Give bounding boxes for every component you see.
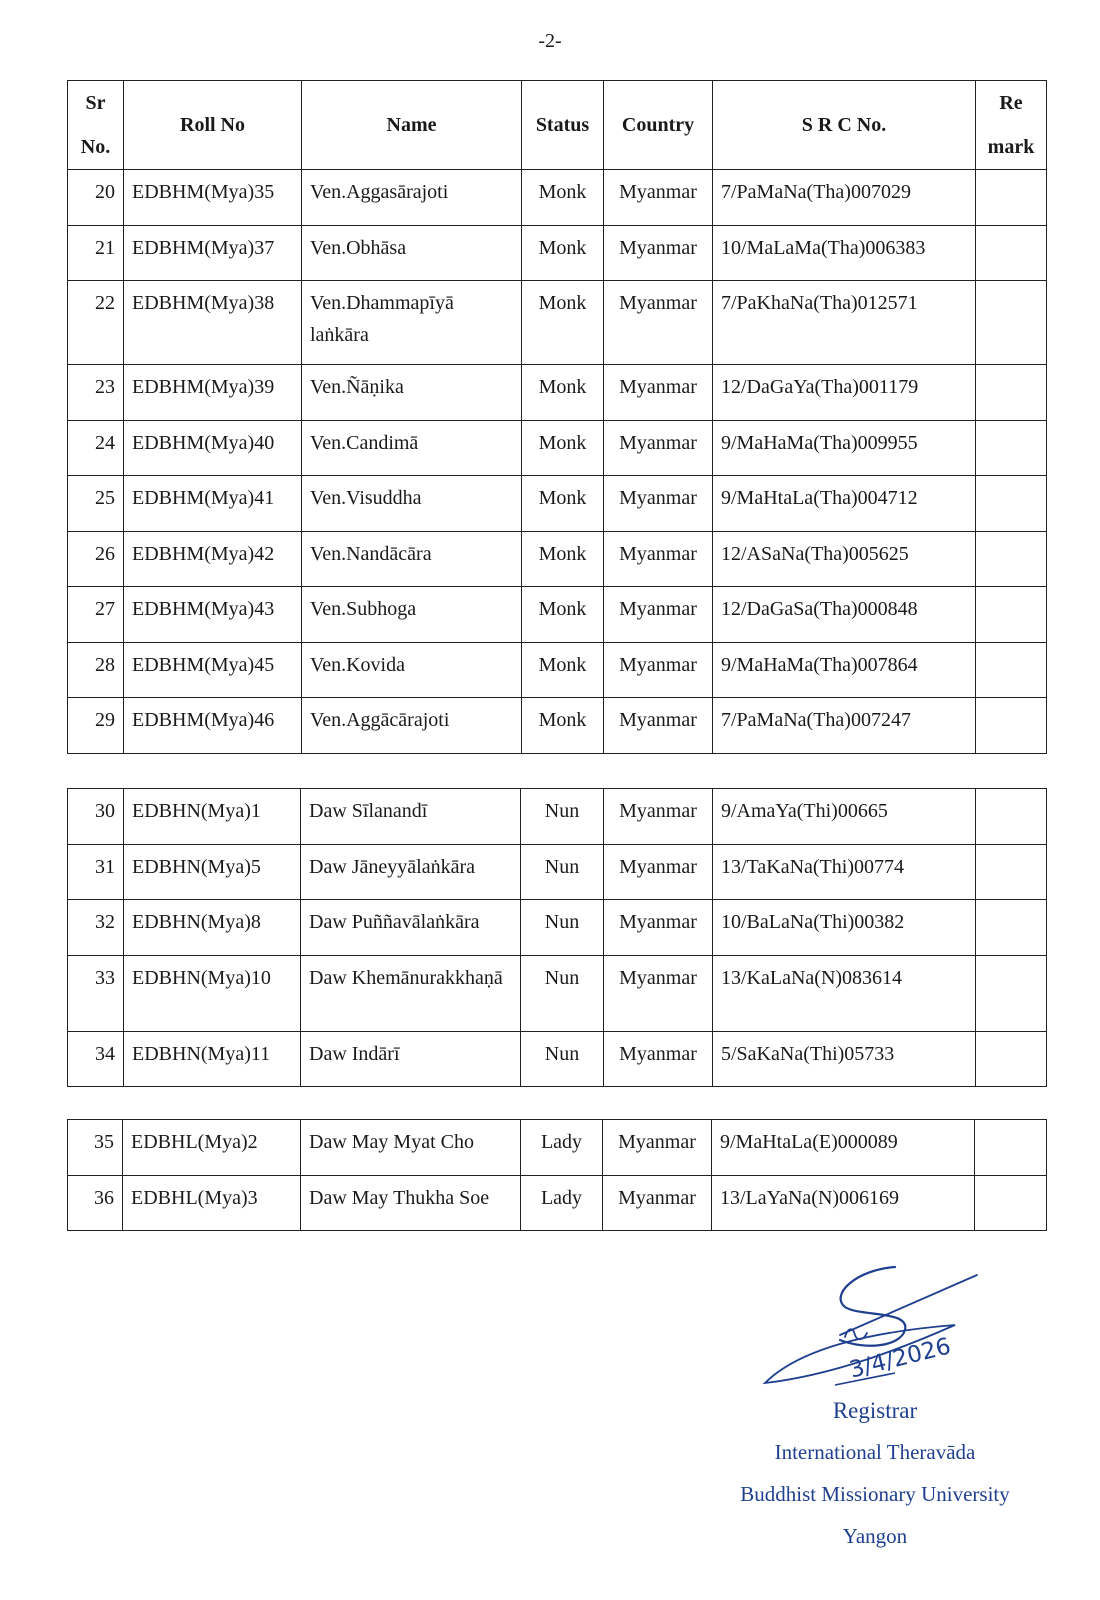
nuns-rows xyxy=(68,789,1047,1087)
name-cell: Ven.Candimā xyxy=(302,420,522,476)
table-row xyxy=(68,170,1047,226)
sr-cell: 35 xyxy=(68,1120,123,1176)
remark-cell xyxy=(976,281,1047,365)
name-cell: Daw May Thukha Soe xyxy=(301,1175,521,1231)
name-cell: Ven.Aggasārajoti xyxy=(302,170,522,226)
country-cell: Myanmar xyxy=(604,281,713,365)
name-cell: Ven.Aggācārajoti xyxy=(302,698,522,754)
table-row xyxy=(68,531,1047,587)
src-no-cell: 7/PaKhaNa(Tha)012571 xyxy=(713,281,976,365)
roll-no-cell: EDBHM(Mya)46 xyxy=(124,698,302,754)
country-cell: Myanmar xyxy=(604,531,713,587)
remark-cell xyxy=(975,1175,1047,1231)
status-cell: Nun xyxy=(521,1031,604,1087)
src-no-cell: 9/MaHtaLa(Tha)004712 xyxy=(713,476,976,532)
name-cell: Ven.Kovida xyxy=(302,642,522,698)
name-cell: Daw Indārī xyxy=(301,1031,521,1087)
src-no-cell: 7/PaMaNa(Tha)007247 xyxy=(713,698,976,754)
src-no-cell: 10/MaLaMa(Tha)006383 xyxy=(713,225,976,281)
table-row xyxy=(68,844,1047,900)
remark-cell xyxy=(976,642,1047,698)
signature-date: 3/4/2026 xyxy=(846,1333,954,1384)
sr-cell: 21 xyxy=(68,225,124,281)
src-no-cell: 5/SaKaNa(Thi)05733 xyxy=(713,1031,976,1087)
sr-cell: 29 xyxy=(68,698,124,754)
src-no-cell: 10/BaLaNa(Thi)00382 xyxy=(713,900,976,956)
roll-no-cell: EDBHM(Mya)39 xyxy=(124,365,302,421)
roll-no-cell: EDBHN(Mya)1 xyxy=(124,789,301,845)
table-row xyxy=(68,1175,1047,1231)
src-no-cell: 13/LaYaNa(N)006169 xyxy=(712,1175,975,1231)
ladies-table xyxy=(67,1119,1047,1231)
src-no-cell: 12/DaGaSa(Tha)000848 xyxy=(713,587,976,643)
country-cell: Myanmar xyxy=(603,1120,712,1176)
name-cell: Daw Puññavālaṅkāra xyxy=(301,900,521,956)
roll-no-cell: EDBHM(Mya)45 xyxy=(124,642,302,698)
sr-cell: 32 xyxy=(68,900,124,956)
sr-cell: 24 xyxy=(68,420,124,476)
status-cell: Monk xyxy=(522,281,604,365)
status-cell: Lady xyxy=(521,1175,603,1231)
country-cell: Myanmar xyxy=(604,587,713,643)
src-no-cell: 9/MaHtaLa(E)000089 xyxy=(712,1120,975,1176)
sr-cell: 30 xyxy=(68,789,124,845)
roll-no-cell: EDBHN(Mya)10 xyxy=(124,955,301,1031)
roll-no-cell: EDBHM(Mya)35 xyxy=(124,170,302,226)
name-cell: Ven.Dhammapīyā laṅkāra xyxy=(302,281,522,365)
remark-cell xyxy=(976,955,1047,1031)
table-row xyxy=(68,225,1047,281)
src-no-cell: 13/TaKaNa(Thi)00774 xyxy=(713,844,976,900)
roll-no-cell: EDBHM(Mya)38 xyxy=(124,281,302,365)
roll-no-cell: EDBHM(Mya)43 xyxy=(124,587,302,643)
src-no-cell: 9/MaHaMa(Tha)009955 xyxy=(713,420,976,476)
country-cell: Myanmar xyxy=(604,955,713,1031)
sr-cell: 22 xyxy=(68,281,124,365)
name-cell: Daw May Myat Cho xyxy=(301,1120,521,1176)
name-cell: Ven.Obhāsa xyxy=(302,225,522,281)
country-cell: Myanmar xyxy=(604,170,713,226)
header-roll-no: Roll No xyxy=(124,81,302,170)
table-row xyxy=(68,365,1047,421)
nuns-table xyxy=(67,788,1047,1087)
ladies-rows xyxy=(68,1120,1047,1231)
header-country: Country xyxy=(604,81,713,170)
table-row xyxy=(68,900,1047,956)
table-row xyxy=(68,587,1047,643)
sr-cell: 26 xyxy=(68,531,124,587)
table-header-row xyxy=(68,81,1047,170)
roll-no-cell: EDBHL(Mya)3 xyxy=(123,1175,301,1231)
country-cell: Myanmar xyxy=(604,365,713,421)
monks-rows xyxy=(68,170,1047,754)
src-no-cell: 9/AmaYa(Thi)00665 xyxy=(713,789,976,845)
country-cell: Myanmar xyxy=(604,698,713,754)
country-cell: Myanmar xyxy=(604,1031,713,1087)
sr-cell: 23 xyxy=(68,365,124,421)
remark-cell xyxy=(976,900,1047,956)
table-row xyxy=(68,1031,1047,1087)
status-cell: Monk xyxy=(522,531,604,587)
sr-cell: 36 xyxy=(68,1175,123,1231)
roll-no-cell: EDBHN(Mya)5 xyxy=(124,844,301,900)
institution-line-2: Buddhist Missionary University xyxy=(740,1482,1010,1506)
header-remark: Re mark xyxy=(976,81,1047,170)
table-row xyxy=(68,955,1047,1031)
src-no-cell: 7/PaMaNa(Tha)007029 xyxy=(713,170,976,226)
remark-cell xyxy=(976,225,1047,281)
sr-cell: 33 xyxy=(68,955,124,1031)
name-cell: Daw Sīlanandī xyxy=(301,789,521,845)
country-cell: Myanmar xyxy=(604,642,713,698)
status-cell: Monk xyxy=(522,587,604,643)
remark-cell xyxy=(976,1031,1047,1087)
status-cell: Lady xyxy=(521,1120,603,1176)
table-row xyxy=(68,420,1047,476)
sr-cell: 20 xyxy=(68,170,124,226)
country-cell: Myanmar xyxy=(604,789,713,845)
name-cell: Ven.Nandācāra xyxy=(302,531,522,587)
src-no-cell: 12/ASaNa(Tha)005625 xyxy=(713,531,976,587)
remark-cell xyxy=(975,1120,1047,1176)
header-name: Name xyxy=(302,81,522,170)
remark-cell xyxy=(976,789,1047,845)
sr-cell: 28 xyxy=(68,642,124,698)
name-cell: Ven.Ñāṇika xyxy=(302,365,522,421)
table-row xyxy=(68,789,1047,845)
country-cell: Myanmar xyxy=(604,844,713,900)
sr-cell: 31 xyxy=(68,844,124,900)
roll-no-cell: EDBHM(Mya)40 xyxy=(124,420,302,476)
name-cell: Daw Jāneyyālaṅkāra xyxy=(301,844,521,900)
status-cell: Monk xyxy=(522,365,604,421)
sr-cell: 27 xyxy=(68,587,124,643)
remark-cell xyxy=(976,531,1047,587)
roll-no-cell: EDBHM(Mya)41 xyxy=(124,476,302,532)
status-cell: Monk xyxy=(522,476,604,532)
remark-cell xyxy=(976,170,1047,226)
remark-cell xyxy=(976,476,1047,532)
status-cell: Monk xyxy=(522,698,604,754)
country-cell: Myanmar xyxy=(604,476,713,532)
table-row xyxy=(68,642,1047,698)
status-cell: Monk xyxy=(522,420,604,476)
roll-no-cell: EDBHM(Mya)37 xyxy=(124,225,302,281)
src-no-cell: 13/KaLaNa(N)083614 xyxy=(713,955,976,1031)
status-cell: Nun xyxy=(521,789,604,845)
country-cell: Myanmar xyxy=(604,900,713,956)
header-src-no: S R C No. xyxy=(713,81,976,170)
status-cell: Nun xyxy=(521,844,604,900)
header-sr: Sr No. xyxy=(68,81,124,170)
roll-no-cell: EDBHN(Mya)8 xyxy=(124,900,301,956)
status-cell: Monk xyxy=(522,170,604,226)
institution-location: Yangon xyxy=(842,1524,908,1548)
remark-cell xyxy=(976,420,1047,476)
header-status: Status xyxy=(522,81,604,170)
registrar-title: Registrar xyxy=(832,1398,918,1423)
remark-cell xyxy=(976,587,1047,643)
institution-line-1: International Theravāda xyxy=(774,1440,976,1464)
name-cell: Daw Khemānurakkhaṇā xyxy=(301,955,521,1031)
status-cell: Nun xyxy=(521,955,604,1031)
roll-no-cell: EDBHN(Mya)11 xyxy=(124,1031,301,1087)
src-no-cell: 9/MaHaMa(Tha)007864 xyxy=(713,642,976,698)
page-number: -2- xyxy=(538,30,562,52)
status-cell: Monk xyxy=(522,225,604,281)
table-row xyxy=(68,476,1047,532)
remark-cell xyxy=(976,698,1047,754)
table-row xyxy=(68,698,1047,754)
status-cell: Nun xyxy=(521,900,604,956)
sr-cell: 25 xyxy=(68,476,124,532)
table-row xyxy=(68,281,1047,365)
name-cell: Ven.Visuddha xyxy=(302,476,522,532)
country-cell: Myanmar xyxy=(603,1175,712,1231)
sr-cell: 34 xyxy=(68,1031,124,1087)
remark-cell xyxy=(976,844,1047,900)
table-row xyxy=(68,1120,1047,1176)
monks-table xyxy=(67,80,1047,754)
roll-no-cell: EDBHM(Mya)42 xyxy=(124,531,302,587)
name-cell: Ven.Subhoga xyxy=(302,587,522,643)
src-no-cell: 12/DaGaYa(Tha)001179 xyxy=(713,365,976,421)
country-cell: Myanmar xyxy=(604,420,713,476)
roll-no-cell: EDBHL(Mya)2 xyxy=(123,1120,301,1176)
remark-cell xyxy=(976,365,1047,421)
status-cell: Monk xyxy=(522,642,604,698)
country-cell: Myanmar xyxy=(604,225,713,281)
